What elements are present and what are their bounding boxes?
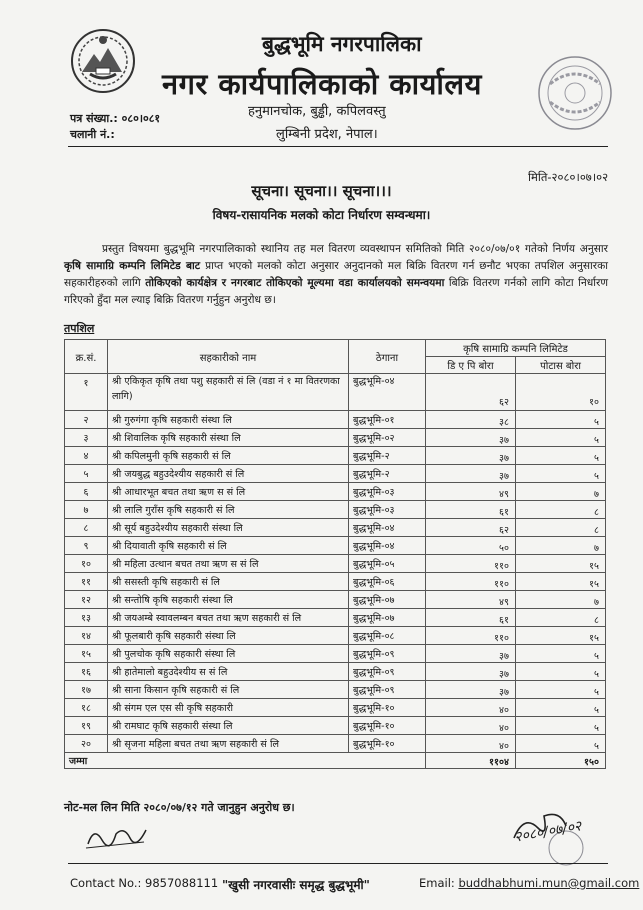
table-row (65, 483, 606, 501)
cell-sn: १३ (65, 609, 108, 627)
header-location: ठेगाना (349, 340, 426, 374)
cell-dap: ११० (426, 573, 516, 591)
cell-sn: ११ (65, 573, 108, 591)
cell-dap: ४० (426, 717, 516, 735)
cell-name: श्री शिवालिक कृषि सहकारी संस्था लि (108, 429, 349, 447)
cell-sn: ९ (65, 537, 108, 555)
cell-sn: १४ (65, 627, 108, 645)
cell-name: श्री लालि गुराँस कृषि सहकारी सं लि (108, 501, 349, 519)
email-link[interactable]: buddhabhumi.mun@gmail.com (458, 876, 640, 890)
cell-location: बुद्धभूमि-२ (349, 465, 426, 483)
cell-location: बुद्धभूमि-०४ (349, 374, 426, 411)
cell-location: बुद्धभूमि-०६ (349, 573, 426, 591)
cell-sn: ५ (65, 465, 108, 483)
cell-potash: ७ (516, 483, 606, 501)
cell-dap: ४० (426, 699, 516, 717)
cell-name: श्री संगम एल एस सी कृषि सहकारी (108, 699, 349, 717)
cell-sn: १७ (65, 681, 108, 699)
cell-name: श्री पुलचोक कृषि सहकारी संस्था लि (108, 645, 349, 663)
address-line-1: हनुमानचोक, बुड्ढी, कपिलवस्तु (248, 104, 386, 119)
table-row (65, 374, 606, 411)
header-name: सहकारीको नाम (108, 340, 349, 374)
cell-name: श्री जयअम्बे स्वावलम्बन बचत तथा ऋण सहकारी सं लि (108, 609, 349, 627)
nepal-emblem-icon (70, 28, 136, 94)
cell-location: बुद्धभूमि-०७ (349, 591, 426, 609)
cell-sn: १५ (65, 645, 108, 663)
cell-location: बुद्धभूमि-०९ (349, 663, 426, 681)
header-company: कृषि सामाग्रि कम्पनि लिमिटेड (426, 340, 606, 357)
cell-dap: ५० (426, 537, 516, 555)
notice-body (64, 241, 608, 309)
cell-location: बुद्धभूमि-०४ (349, 537, 426, 555)
cell-location: बुद्धभूमि-०१ (349, 411, 426, 429)
cell-potash: १५ (516, 627, 606, 645)
cell-name: श्री गुरुगंगा कृषि सहकारी संस्था लि (108, 411, 349, 429)
cell-dap: ४९ (426, 591, 516, 609)
cell-dap: ३७ (426, 681, 516, 699)
cell-dap: ११० (426, 555, 516, 573)
table-row (65, 591, 606, 609)
table-row (65, 645, 606, 663)
cell-potash: ५ (516, 645, 606, 663)
cell-name: श्री दियावाती कृषि सहकारी सं लि (108, 537, 349, 555)
cell-sn: १८ (65, 699, 108, 717)
cell-location: बुद्धभूमि-१० (349, 699, 426, 717)
table-row (65, 609, 606, 627)
cell-name: श्री हातेमालो बहुउदेश्यीय स सं लि (108, 663, 349, 681)
cell-sn: ७ (65, 501, 108, 519)
quota-table (64, 339, 606, 769)
cell-dap: ११० (426, 627, 516, 645)
total-label: जम्मा (65, 753, 426, 769)
cell-location: बुद्धभूमि-२ (349, 447, 426, 465)
cell-name: श्री एकिकृत कृषि तथा पशु सहकारी सं लि (वडा नं १ मा वितरणका लागि) (108, 374, 349, 411)
cell-potash: ८ (516, 609, 606, 627)
cell-dap: ४९ (426, 483, 516, 501)
cell-dap: ३७ (426, 663, 516, 681)
cell-potash: १० (516, 374, 606, 411)
footer-email (419, 876, 639, 890)
body-text-3: बिक्रि वितरण गर्नको लागि कोटा निर्धारण गरिएको हुँदा मल ल्याइ बिक्रि वितरण गर्नुहुन अनुरोध छ। (64, 277, 608, 306)
table-row (65, 627, 606, 645)
footer-contact: Contact No.: 9857088111 (70, 876, 219, 890)
signature-left (84, 822, 150, 852)
table-row (65, 537, 606, 555)
cell-name: श्री सन्तोषि कृषि सहकारी संस्था लि (108, 591, 349, 609)
body-bold-2: तोकिएको कार्यक्षेत्र र नगरबाट तोकिएको मूल्यमा वडा कार्यालयको समन्वयमा (145, 277, 445, 289)
cell-potash: ८ (516, 519, 606, 537)
table-row (65, 735, 606, 753)
header-divider (68, 146, 608, 147)
office-seal-stamp (536, 54, 614, 132)
municipality-name: बुद्धभूमि नगरपालिका (262, 31, 422, 56)
cell-sn: १२ (65, 591, 108, 609)
table-body (65, 374, 606, 753)
total-dap: ११०४ (426, 753, 516, 769)
cell-potash: ५ (516, 699, 606, 717)
cell-name: श्री जयबुद्ध बहुउदेश्यीय सहकारी सं लि (108, 465, 349, 483)
table-row (65, 681, 606, 699)
cell-dap: ६१ (426, 609, 516, 627)
cell-location: बुद्धभूमि-१० (349, 717, 426, 735)
header-sn: क्र.सं. (65, 340, 108, 374)
cell-dap: ३७ (426, 429, 516, 447)
address-line-2: लुम्बिनी प्रदेश, नेपाल। (276, 127, 378, 142)
cell-sn: १९ (65, 717, 108, 735)
reference-block (70, 111, 160, 143)
header-dap: डि ए पि बोरा (426, 357, 516, 374)
table-row (65, 717, 606, 735)
table-row (65, 501, 606, 519)
signature-date: २०८०/०७/०२ (513, 818, 583, 846)
cell-dap: ४० (426, 735, 516, 753)
cell-name: श्री फूलबारी कृषि सहकारी संस्था लि (108, 627, 349, 645)
table-row (65, 573, 606, 591)
table-row (65, 519, 606, 537)
cell-potash: १५ (516, 573, 606, 591)
cell-sn: ८ (65, 519, 108, 537)
body-bold-1: कृषि सामाग्रि कम्पनि लिमिटेड बाट (64, 260, 201, 272)
cell-name: श्री सृजना महिला बचत तथा ऋण सहकारी सं लि (108, 735, 349, 753)
cell-name: श्री ससस्ती कृषि सहकारी सं लि (108, 573, 349, 591)
cell-sn: ३ (65, 429, 108, 447)
footer-slogan: "खुसी नगरवासीः समृद्ध बुद्धभूमी" (222, 878, 370, 892)
cell-location: बुद्धभूमि-०९ (349, 681, 426, 699)
cell-dap: ६२ (426, 374, 516, 411)
notice-date: मिति-२०८०।०७।०२ (528, 170, 609, 184)
cell-name: श्री साना किसान कृषि सहकारी सं लि (108, 681, 349, 699)
cell-name: श्री महिला उत्थान बचत तथा ऋण स सं लि (108, 555, 349, 573)
table-label: तपशिल (64, 322, 95, 335)
cell-potash: ५ (516, 663, 606, 681)
cell-potash: ५ (516, 447, 606, 465)
cell-location: बुद्धभूमि-०२ (349, 429, 426, 447)
office-name: नगर कार्यपालिकाको कार्यालय (162, 67, 482, 101)
cell-location: बुद्धभूमि-०३ (349, 483, 426, 501)
total-row (65, 753, 606, 769)
table-row (65, 447, 606, 465)
cell-location: बुद्धभूमि-०४ (349, 519, 426, 537)
cell-location: बुद्धभूमि-१० (349, 735, 426, 753)
table-row (65, 663, 606, 681)
cell-dap: ६२ (426, 519, 516, 537)
table-row (65, 465, 606, 483)
cell-location: बुद्धभूमि-०९ (349, 645, 426, 663)
letter-number: पत्र संख्या.: ०८०।०८१ (70, 112, 161, 125)
cell-sn: २ (65, 411, 108, 429)
cell-potash: १५ (516, 555, 606, 573)
cell-sn: १६ (65, 663, 108, 681)
header-potash: पोटास बोरा (516, 357, 606, 374)
cell-sn: १० (65, 555, 108, 573)
cell-name: श्री रामघाट कृषि सहकारी संस्था लि (108, 717, 349, 735)
cell-potash: ७ (516, 537, 606, 555)
table-row (65, 555, 606, 573)
cell-name: श्री आधारभूत बचत तथा ऋण स सं लि (108, 483, 349, 501)
body-text-1: प्रस्तुत विषयमा बुद्धभूमि नगरपालिकाको स्थानिय तह मल वितरण व्यवस्थापन समितिको मिति २०८०/०७/०१ गतेको निर्णय अनुसार (102, 243, 608, 255)
collection-note: नोट-मल लिन मिति २०८०/०७/१२ गते जानुहुन अनुरोध छ। (64, 801, 295, 814)
cell-dap: ३७ (426, 447, 516, 465)
cell-name: श्री सूर्य बहुउदेश्यीय सहकारी संस्था लि (108, 519, 349, 537)
cell-dap: ६१ (426, 501, 516, 519)
table-row (65, 699, 606, 717)
cell-potash: ५ (516, 465, 606, 483)
total-potash: १५० (516, 753, 606, 769)
table-row (65, 411, 606, 429)
notice-subject: विषय-रासायनिक मलको कोटा निर्धारण सम्वन्धमा। (212, 208, 431, 222)
cell-location: बुद्धभूमि-०७ (349, 609, 426, 627)
cell-sn: २० (65, 735, 108, 753)
dispatch-number: चलानी नं.: (70, 128, 115, 141)
cell-name: श्री कपिलमुनी कृषि सहकारी सं लि (108, 447, 349, 465)
cell-dap: ३७ (426, 465, 516, 483)
cell-potash: ८ (516, 501, 606, 519)
notice-heading: सूचना। सूचना।। सूचना।।। (251, 182, 392, 200)
cell-potash: ५ (516, 429, 606, 447)
cell-potash: ५ (516, 717, 606, 735)
cell-location: बुद्धभूमि-०३ (349, 501, 426, 519)
cell-potash: ५ (516, 411, 606, 429)
email-label: Email: (419, 876, 459, 890)
cell-location: बुद्धभूमि-०८ (349, 627, 426, 645)
cell-potash: ५ (516, 681, 606, 699)
footer-divider (68, 863, 608, 864)
table-row (65, 429, 606, 447)
cell-potash: ७ (516, 591, 606, 609)
cell-dap: ३८ (426, 411, 516, 429)
cell-sn: १ (65, 374, 108, 411)
body-text-2: प्राप्त भएको मलको कोटा अनुसार अनुदानको मल बिक्रि वितरण गर्न छनौट भएका तपशिल अनुसारका सहकारीहरुको लागि (64, 260, 608, 289)
cell-sn: ४ (65, 447, 108, 465)
cell-potash: ५ (516, 735, 606, 753)
cell-sn: ६ (65, 483, 108, 501)
cell-location: बुद्धभूमि-०५ (349, 555, 426, 573)
cell-dap: ३७ (426, 645, 516, 663)
